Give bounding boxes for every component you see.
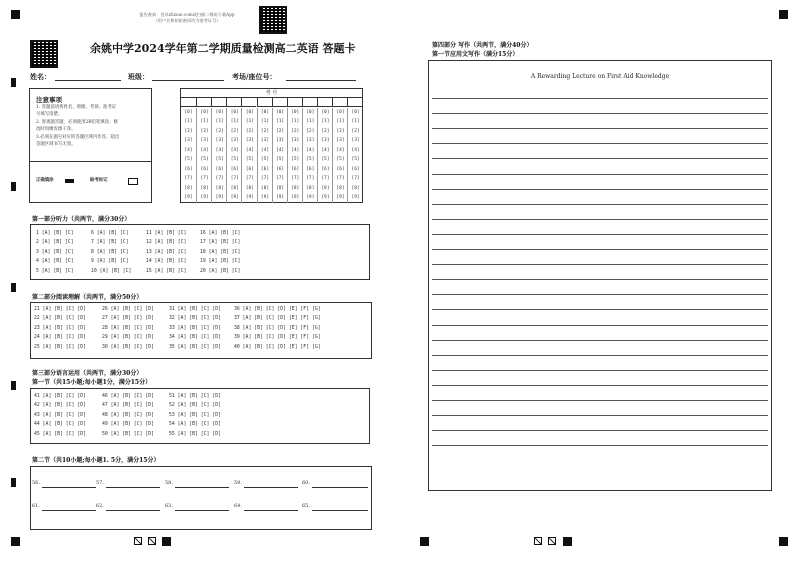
class-label: 班级： bbox=[128, 72, 149, 81]
language-choice-row[interactable]: 44 [A] [B] [C] [D] bbox=[34, 422, 86, 428]
notice-title: 注意事项 bbox=[36, 96, 62, 104]
correct-fill-sample bbox=[65, 179, 74, 183]
essay-writing-line[interactable] bbox=[432, 430, 768, 431]
listening-choice-row[interactable]: 10 [A] [B] [C] bbox=[91, 268, 132, 274]
blank-answer-line[interactable] bbox=[106, 487, 160, 488]
essay-writing-line[interactable] bbox=[432, 309, 768, 310]
absent-mark-label: 缺考标记 bbox=[90, 178, 108, 183]
part2-title: 第二部分阅读理解（共两节，满分50分） bbox=[32, 294, 143, 301]
language-choice-row[interactable]: 55 [A] [B] [C] [D] bbox=[169, 431, 221, 437]
reading-choice-row[interactable]: 30 [A] [B] [C] [D] bbox=[102, 344, 154, 350]
page-marker-icon bbox=[534, 537, 542, 545]
essay-writing-line[interactable] bbox=[432, 98, 768, 99]
exam-id-grid bbox=[180, 88, 363, 203]
exam-id-digit-column[interactable]: [0] [1] [2] [3] [4] [5] [6] [7] [8] [9] bbox=[241, 108, 257, 203]
blank-number: 63. bbox=[165, 503, 173, 509]
exam-id-digit-column[interactable]: [0] [1] [2] [3] [4] [5] [6] [7] [8] [9] bbox=[196, 108, 212, 203]
reading-choice-row[interactable]: 32 [A] [B] [C] [D] bbox=[169, 316, 221, 322]
reading-choice-row[interactable]: 31 [A] [B] [C] [D] bbox=[169, 307, 221, 312]
alignment-mark-bottom-mid2 bbox=[162, 537, 171, 546]
blank-answer-line[interactable] bbox=[312, 510, 368, 511]
side-mark bbox=[11, 182, 16, 191]
qr-code-download bbox=[259, 6, 287, 34]
report-notice: 报告查询：登录zhixue.com或扫描二维码下载App （用户名和初始密码均为准考证号） bbox=[139, 12, 235, 23]
essay-writing-line[interactable] bbox=[432, 158, 768, 159]
side-mark bbox=[11, 381, 16, 390]
essay-writing-line[interactable] bbox=[432, 415, 768, 416]
blank-number: 58. bbox=[165, 480, 173, 486]
exam-id-digit-column[interactable]: [0] [1] [2] [3] [4] [5] [6] [7] [8] [9] bbox=[317, 108, 333, 203]
listening-choice-row[interactable]: 11 [A] [B] [C] bbox=[146, 231, 187, 236]
essay-writing-line[interactable] bbox=[432, 189, 768, 190]
listening-choice-row[interactable]: 19 [A] [B] [C] bbox=[200, 259, 241, 265]
listening-choice-row[interactable]: 16 [A] [B] [C] bbox=[200, 231, 241, 236]
reading-choice-row[interactable]: 26 [A] [B] [C] [D] bbox=[102, 307, 154, 312]
essay-writing-line[interactable] bbox=[432, 249, 768, 250]
exam-id-write-cell[interactable] bbox=[302, 97, 317, 107]
listening-choice-row[interactable]: 5 [A] [B] [C] bbox=[36, 268, 74, 274]
reading-choice-row[interactable]: 35 [A] [B] [C] [D] bbox=[169, 344, 221, 350]
exam-id-write-cell[interactable] bbox=[211, 97, 226, 107]
listening-choice-row[interactable]: 1 [A] [B] [C] bbox=[36, 231, 74, 236]
alignment-mark-top-left bbox=[11, 10, 20, 19]
listening-choice-row[interactable]: 6 [A] [B] [C] bbox=[91, 231, 129, 236]
blank-number: 56. bbox=[32, 480, 40, 486]
essay-writing-line[interactable] bbox=[432, 279, 768, 280]
part1-title: 第一部分听力（共两节，满分30分） bbox=[32, 216, 131, 223]
listening-choice-row[interactable]: 20 [A] [B] [C] bbox=[200, 268, 241, 274]
exam-id-write-cell[interactable] bbox=[196, 97, 211, 107]
blank-answer-line[interactable] bbox=[244, 510, 298, 511]
reading-choice-row[interactable]: 33 [A] [B] [C] [D] bbox=[169, 325, 221, 331]
listening-choice-row[interactable]: 12 [A] [B] [C] bbox=[146, 240, 187, 246]
language-choice-row[interactable]: 46 [A] [B] [C] [D] bbox=[102, 394, 154, 399]
language-choice-row[interactable]: 43 [A] [B] [C] [D] bbox=[34, 412, 86, 418]
essay-writing-line[interactable] bbox=[432, 234, 768, 235]
blank-number: 62. bbox=[96, 503, 104, 509]
reading-choice-row[interactable]: 37 [A] [B] [C] [D] [E] [F] [G] bbox=[234, 316, 321, 322]
essay-box bbox=[428, 60, 772, 491]
reading-choice-row[interactable]: 22 [A] [B] [C] [D] bbox=[34, 316, 86, 322]
part3-sub2-title: 第二节（共10小题;每小题1. 5分，满分15分） bbox=[32, 457, 160, 464]
blank-answer-line[interactable] bbox=[312, 487, 368, 488]
exam-id-header: 考 号 bbox=[181, 89, 362, 98]
reading-choice-row[interactable]: 39 [A] [B] [C] [D] [E] [F] [G] bbox=[234, 335, 321, 341]
language-choice-row[interactable]: 53 [A] [B] [C] [D] bbox=[169, 412, 221, 418]
essay-writing-line[interactable] bbox=[432, 264, 768, 265]
page-marker-icon bbox=[134, 537, 142, 545]
listening-choice-row[interactable]: 18 [A] [B] [C] bbox=[200, 249, 241, 255]
blank-number: 57. bbox=[96, 480, 104, 486]
part3-title: 第三部分语言运用（共两节，满分30分） bbox=[32, 370, 143, 377]
listening-choice-row[interactable]: 8 [A] [B] [C] bbox=[91, 249, 129, 255]
exam-id-write-cell[interactable] bbox=[332, 97, 347, 107]
language-choice-row[interactable]: 47 [A] [B] [C] [D] bbox=[102, 403, 154, 409]
language-choice-row[interactable]: 42 [A] [B] [C] [D] bbox=[34, 403, 86, 409]
exam-id-write-cell[interactable] bbox=[241, 97, 256, 107]
correct-fill-label: 正确填涂 bbox=[36, 178, 54, 183]
exam-id-digit-column[interactable]: [0] [1] [2] [3] [4] [5] [6] [7] [8] [9] bbox=[287, 108, 303, 203]
page-marker-icon bbox=[148, 537, 156, 545]
listening-choice-row[interactable]: 13 [A] [B] [C] bbox=[146, 249, 187, 255]
blank-number: 59. bbox=[234, 480, 242, 486]
absent-mark-checkbox[interactable] bbox=[128, 178, 138, 185]
exam-id-digit-column[interactable]: [0] [1] [2] [3] [4] [5] [6] [7] [8] [9] bbox=[211, 108, 227, 203]
blank-number: 60. bbox=[302, 480, 310, 486]
side-mark bbox=[11, 283, 16, 292]
exam-id-digit-column[interactable]: [0] [1] [2] [3] [4] [5] [6] [7] [8] [9] bbox=[302, 108, 318, 203]
essay-writing-line[interactable] bbox=[432, 355, 768, 356]
essay-writing-line[interactable] bbox=[432, 385, 768, 386]
part3-sub1-title: 第一节（共15小题;每小题1分，满分15分） bbox=[32, 379, 152, 386]
side-mark bbox=[11, 478, 16, 487]
blank-answer-line[interactable] bbox=[42, 510, 96, 511]
listening-choice-row[interactable]: 9 [A] [B] [C] bbox=[91, 259, 129, 265]
exam-id-digit-column[interactable]: [0] [1] [2] [3] [4] [5] [6] [7] [8] [9] bbox=[272, 108, 288, 203]
language-choice-row[interactable]: 50 [A] [B] [C] [D] bbox=[102, 431, 154, 437]
name-field[interactable] bbox=[55, 80, 121, 81]
listening-choice-row[interactable]: 2 [A] [B] [C] bbox=[36, 240, 74, 246]
reading-choice-row[interactable]: 40 [A] [B] [C] [D] [E] [F] [G] bbox=[234, 344, 321, 350]
blank-number: 65. bbox=[302, 503, 310, 509]
essay-writing-line[interactable] bbox=[432, 204, 768, 205]
reading-choice-row[interactable]: 34 [A] [B] [C] [D] bbox=[169, 335, 221, 341]
page-marker-icon bbox=[548, 537, 556, 545]
essay-writing-line[interactable] bbox=[432, 219, 768, 220]
reading-choice-row[interactable]: 24 [A] [B] [C] [D] bbox=[34, 335, 86, 341]
page-title: 余姚中学2024学年第二学期质量检测高二英语 答题卡 bbox=[90, 42, 356, 55]
seat-field[interactable] bbox=[286, 80, 356, 81]
blank-number: 61. bbox=[32, 503, 40, 509]
blank-number: 64. bbox=[234, 503, 242, 509]
reading-choice-row[interactable]: 25 [A] [B] [C] [D] bbox=[34, 344, 86, 350]
blank-answer-line[interactable] bbox=[175, 510, 229, 511]
essay-writing-line[interactable] bbox=[432, 445, 768, 446]
alignment-mark-bottom-mid bbox=[420, 537, 429, 546]
exam-id-write-cell[interactable] bbox=[272, 97, 287, 107]
language-choice-row[interactable]: 51 [A] [B] [C] [D] bbox=[169, 394, 221, 399]
essay-writing-line[interactable] bbox=[432, 143, 768, 144]
reading-choice-row[interactable]: 28 [A] [B] [C] [D] bbox=[102, 325, 154, 331]
essay-writing-line[interactable] bbox=[432, 113, 768, 114]
exam-id-digit-column[interactable]: [0] [1] [2] [3] [4] [5] [6] [7] [8] [9] bbox=[347, 108, 363, 203]
language-choice-row[interactable]: 49 [A] [B] [C] [D] bbox=[102, 422, 154, 428]
part4-sub1-title: 第一节应用文写作（满分15分） bbox=[432, 51, 519, 58]
reading-choice-row[interactable]: 36 [A] [B] [C] [D] [E] [F] [G] bbox=[234, 307, 321, 312]
notice-box bbox=[29, 88, 152, 203]
side-mark bbox=[11, 78, 16, 87]
reading-choice-row[interactable]: 27 [A] [B] [C] [D] bbox=[102, 316, 154, 322]
alignment-mark-top-right bbox=[779, 10, 788, 19]
essay-writing-line[interactable] bbox=[432, 400, 768, 401]
exam-id-write-cell[interactable] bbox=[226, 97, 241, 107]
listening-choice-row[interactable]: 4 [A] [B] [C] bbox=[36, 259, 74, 265]
alignment-mark-bottom-right bbox=[779, 537, 788, 546]
reading-choice-row[interactable]: 21 [A] [B] [C] [D] bbox=[34, 307, 86, 312]
essay-writing-line[interactable] bbox=[432, 340, 768, 341]
name-label: 姓名： bbox=[30, 72, 51, 81]
listening-choice-row[interactable]: 3 [A] [B] [C] bbox=[36, 249, 74, 255]
fill-in-box bbox=[30, 466, 372, 530]
blank-answer-line[interactable] bbox=[42, 487, 96, 488]
reading-choice-row[interactable]: 23 [A] [B] [C] [D] bbox=[34, 325, 86, 331]
essay-writing-line[interactable] bbox=[432, 370, 768, 371]
language-choice-row[interactable]: 48 [A] [B] [C] [D] bbox=[102, 412, 154, 418]
blank-answer-line[interactable] bbox=[244, 487, 298, 488]
essay-writing-line[interactable] bbox=[432, 174, 768, 175]
exam-id-digit-column[interactable]: [0] [1] [2] [3] [4] [5] [6] [7] [8] [9] bbox=[332, 108, 348, 203]
exam-id-digit-column[interactable]: [0] [1] [2] [3] [4] [5] [6] [7] [8] [9] bbox=[257, 108, 273, 203]
exam-id-write-cell[interactable] bbox=[347, 97, 362, 107]
language-choice-row[interactable]: 52 [A] [B] [C] [D] bbox=[169, 403, 221, 409]
seat-label: 考场/座位号： bbox=[232, 72, 277, 81]
language-choice-row[interactable]: 45 [A] [B] [C] [D] bbox=[34, 431, 86, 437]
notice-text: 1. 答题前请将姓名、班级、考场、准考证 号填写清楚。 2. 客观题答题，必须使用2B铅笔填涂，修 改时用橡皮擦干净。 3.必须在题号对应的答题区域内作答，超出 答题区域书写无效。 bbox=[36, 105, 120, 148]
listening-choice-row[interactable]: 17 [A] [B] [C] bbox=[200, 240, 241, 246]
class-field[interactable] bbox=[152, 80, 224, 81]
exam-id-write-cell[interactable] bbox=[317, 97, 332, 107]
essay-title: A Rewarding Lecture on First Aid Knowledge bbox=[530, 73, 670, 80]
blank-answer-line[interactable] bbox=[175, 487, 229, 488]
exam-id-write-cell[interactable] bbox=[287, 97, 302, 107]
blank-answer-line[interactable] bbox=[106, 510, 160, 511]
essay-writing-line[interactable] bbox=[432, 325, 768, 326]
listening-choice-row[interactable]: 7 [A] [B] [C] bbox=[91, 240, 129, 246]
qr-code-student bbox=[30, 40, 58, 68]
exam-id-digit-column[interactable]: [0] [1] [2] [3] [4] [5] [6] [7] [8] [9] bbox=[226, 108, 242, 203]
alignment-mark-bottom-left bbox=[11, 537, 20, 546]
exam-id-write-cell[interactable] bbox=[257, 97, 272, 107]
reading-choice-row[interactable]: 38 [A] [B] [C] [D] [E] [F] [G] bbox=[234, 325, 321, 331]
exam-id-digit-column[interactable]: [0] [1] [2] [3] [4] [5] [6] [7] [8] [9] bbox=[184, 110, 193, 201]
alignment-mark-bottom-right2 bbox=[563, 537, 572, 546]
listening-choice-row[interactable]: 15 [A] [B] [C] bbox=[146, 268, 187, 274]
language-choice-row[interactable]: 41 [A] [B] [C] [D] bbox=[34, 394, 86, 399]
listening-choice-row[interactable]: 14 [A] [B] [C] bbox=[146, 259, 187, 265]
essay-writing-line[interactable] bbox=[432, 128, 768, 129]
part4-title: 第四部分 写作（共两节，满分40分） bbox=[432, 42, 533, 49]
exam-id-write-cell[interactable] bbox=[181, 97, 196, 107]
language-choice-row[interactable]: 54 [A] [B] [C] [D] bbox=[169, 422, 221, 428]
reading-choice-row[interactable]: 29 [A] [B] [C] [D] bbox=[102, 335, 154, 341]
essay-writing-line[interactable] bbox=[432, 294, 768, 295]
